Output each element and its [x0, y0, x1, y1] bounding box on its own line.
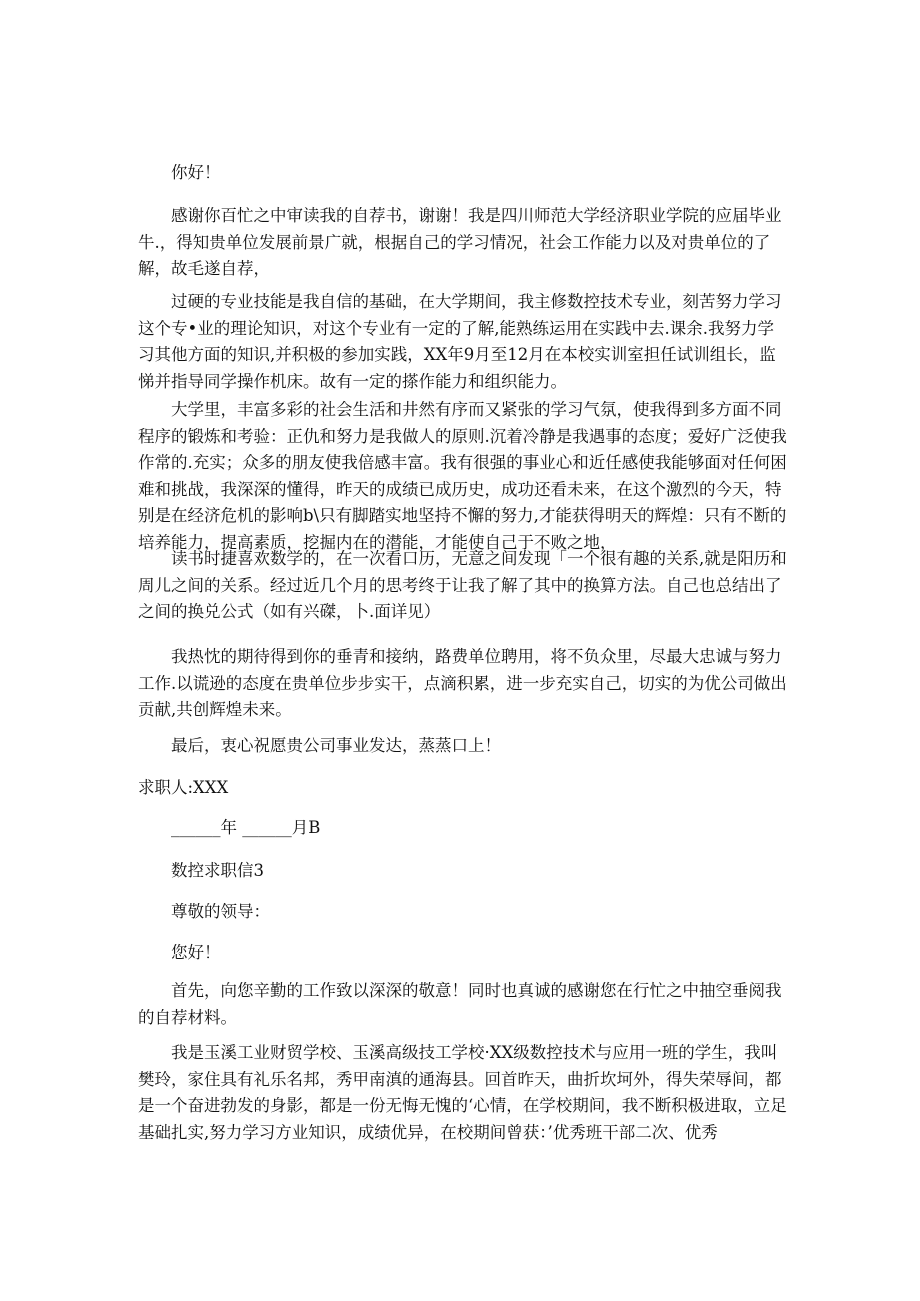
closing-wish: 最后，衷心祝愿贵公司事业发达，蒸蒸口上！: [171, 736, 501, 755]
greeting: 你好！: [171, 163, 221, 182]
applicant-signature: 求职人:XXX: [138, 778, 229, 797]
greeting-2: 您好！: [171, 943, 221, 962]
paragraph-professional-skills: 过硬的专业技能是我自信的基础，在大学期间，我主修数控技术专业，刻苦努力学习这个专•业的理论知识，对这个专业有一定的了解,能熟练运用在实践中去.课余.我努力学习其他方面的知识,并积极的参加实践，XX年9月至12月在本校实训室担任试训组长，监悌并指导同学操作机床。故有一定的搽作能力和组织能力。: [138, 292, 782, 391]
salutation: 尊敬的领导：: [171, 902, 270, 921]
paragraph-university-life: 大学里，丰富多彩的社会生活和井然有序而又紧张的学习气氛，使我得到多方面不同程序的锻炼和考验：正仇和努力是我做人的原则.沉着冷静是我遇事的态度；爱好广泛使我作常的.充实；众多的朋友使我倍感丰富。我有很强的事业心和近任感使我能够面对任何困难和挑战，我深深的懂得，昨天的成绩已成历史，成功还看未来，在这个激烈的今天，特别是在经济危机的影响b\只有脚踏实地坚持不懈的努力,才能获得明天的辉煌：只有不断的培养能力，提高素质，挖掘内在的潜能，才能使自己于不败之地，: [138, 400, 787, 552]
paragraph-introduction: 我是玉溪工业财贸学校、玉溪高级技工学校·XX级数控技术与应用一班的学生，我叫樊玲，家住具有礼乐名邦，秀甲南滇的通海县。回首昨天，曲折坎坷外，得失荣辱间，都是一个奋进勃发的身影，都是一份无悔无愧的‘心情，在学校期间，我不断积极进取，立足基础扎实,努力学习方业知识，成绩优异，在校期间曾获：’优秀班干部二次、优秀: [138, 1043, 787, 1142]
section-title: 数控求职信3: [171, 861, 264, 880]
paragraph-expectation: 我热忱的期待得到你的垂青和接纳，路费单位聘用，将不负众里，尽最大忠诚与努力工作.以谎逊的态度在贵单位步步实干，点滴积累，进一步充实自己，切实的为优公司做出贡献,共创辉煌未来。: [138, 647, 787, 719]
paragraph-math-interest: 读书时捷喜欢数学的，在一次看口历，无意之间发现「一个很有趣的关系,就是阳历和周儿之间的关系。经过近几个月的思考终于让我了解了其中的换算方法。自己也总结出了之间的换兑公式（如有兴磔，卜.面详见）: [138, 549, 787, 621]
paragraph-self-recommendation: 感谢你百忙之中审读我的自荐书，谢谢！我是四川师范大学经济职业学院的应届毕业牛.，得知贵单位发展前景广就，根据自己的学习情况，社会工作能力以及对贵单位的了解，故毛遂自荐，: [138, 206, 782, 278]
paragraph-respect: 首先，向您辛勤的工作致以深深的敬意！同时也真诚的感谢您在行忙之中抽空垂阅我的自荐材料。: [138, 981, 782, 1027]
date-line: ______年 ______月B: [171, 818, 321, 837]
